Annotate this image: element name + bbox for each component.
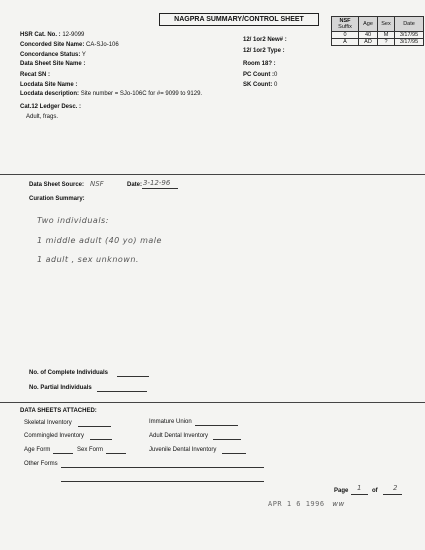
table-cell: 0 xyxy=(332,32,359,39)
data-sheet-source-label: Data Sheet Source: xyxy=(29,182,85,188)
stamp-date: APR 1 6 1996 xyxy=(268,500,325,508)
concordance-status-label: Concordance Status: xyxy=(20,52,81,58)
other-forms-line xyxy=(61,467,264,468)
new-12-label: 12/ 1or2 New# : xyxy=(243,37,287,43)
hsr-cat-value: 12-9099 xyxy=(62,32,85,38)
locdata-site-label: Locdata Site Name : xyxy=(20,82,78,88)
sk-count-label: SK Count: xyxy=(243,82,273,88)
hsr-cat-label: HSR Cat. No. : xyxy=(20,32,61,38)
cat12-ledger-label: Cat.12 Ledger Desc. : xyxy=(20,104,82,110)
adult-dental-label: Adult Dental Inventory xyxy=(149,433,209,439)
divider xyxy=(0,174,425,175)
received-stamp xyxy=(268,500,345,508)
nsf-table xyxy=(331,16,424,46)
date-header: Date xyxy=(395,17,424,32)
immature-union-label: Immature Union xyxy=(149,419,192,425)
divider xyxy=(0,402,425,403)
page-total-line xyxy=(383,494,402,495)
table-cell: AD xyxy=(359,39,378,46)
skeletal-inventory-label: Skeletal Inventory xyxy=(24,420,72,426)
nsf-header: NSF Suffix xyxy=(332,17,359,32)
juvenile-dental-line xyxy=(222,453,246,454)
commingled-inventory-line xyxy=(90,439,112,440)
page-current: 1 xyxy=(357,484,362,492)
date-label: Date: xyxy=(127,182,143,188)
age-form-label: Age Form xyxy=(24,447,51,453)
concorded-site-value: CA-SJo-106 xyxy=(86,42,119,48)
data-sheet-site-label: Data Sheet Site Name : xyxy=(20,61,86,67)
concorded-site-label: Concorded Site Name: xyxy=(20,42,85,48)
table-cell: A xyxy=(332,39,359,46)
sk-count-row xyxy=(243,82,277,88)
pc-count-value: 0 xyxy=(274,72,278,78)
curation-summary-label: Curation Summary: xyxy=(29,196,85,202)
table-row xyxy=(332,39,424,46)
juvenile-dental-label: Juvenile Dental Inventory xyxy=(149,447,217,453)
complete-individuals-line xyxy=(117,376,149,377)
pc-count-label: PC Count : xyxy=(243,72,274,78)
immature-union-line xyxy=(195,425,238,426)
type-12-label: 12/ 1or2 Type : xyxy=(243,48,285,54)
hsr-cat-row xyxy=(20,32,84,38)
partial-individuals-label: No. Partial Individuals xyxy=(29,385,92,391)
page-of-label: of xyxy=(372,488,378,494)
concorded-site-row xyxy=(20,42,119,48)
complete-individuals-label: No. of Complete Individuals xyxy=(29,370,109,376)
partial-individuals-line xyxy=(97,391,147,392)
sk-count-value: 0 xyxy=(274,82,278,88)
other-forms-label: Other Forms xyxy=(24,461,58,467)
table-cell: ? xyxy=(378,39,395,46)
date-underline xyxy=(142,188,178,189)
sex-header: Sex xyxy=(378,17,395,32)
room18-label: Room 18? : xyxy=(243,61,276,67)
attached-label: DATA SHEETS ATTACHED: xyxy=(20,408,97,414)
other-forms-line-2 xyxy=(61,481,264,482)
data-sheet-source-value: NSF xyxy=(90,180,104,188)
table-row xyxy=(332,32,424,39)
adult-dental-line xyxy=(213,439,241,440)
table-cell: 40 xyxy=(359,32,378,39)
date-value: 3-12-96 xyxy=(143,179,171,187)
stamp-initials: ww xyxy=(332,500,345,508)
curation-line: 1 middle adult (40 yo) male xyxy=(37,236,162,245)
sex-form-label: Sex Form xyxy=(77,447,104,453)
curation-line: Two individuals: xyxy=(37,216,109,225)
locdata-desc-value: Site number = SJo-106C for #= 9099 to 9129. xyxy=(80,91,203,97)
page-current-line xyxy=(351,494,368,495)
locdata-desc-row xyxy=(20,91,202,97)
concordance-status-row xyxy=(20,52,86,58)
sex-form-line xyxy=(106,453,126,454)
age-header: Age xyxy=(359,17,378,32)
curation-line: 1 adult , sex unknown. xyxy=(37,255,139,264)
page-title: NAGPRA SUMMARY/CONTROL SHEET xyxy=(159,13,319,26)
table-cell: M xyxy=(378,32,395,39)
page-label: Page xyxy=(334,488,349,494)
table-cell: 3/17/95 xyxy=(395,32,424,39)
cat12-ledger-value: Adult, frags. xyxy=(26,114,59,120)
skeletal-inventory-line xyxy=(78,426,111,427)
locdata-desc-label: Locdata description: xyxy=(20,91,80,97)
page-total: 2 xyxy=(393,484,398,492)
concordance-status-value: Y xyxy=(81,52,86,58)
age-form-line xyxy=(53,453,73,454)
pc-count-row xyxy=(243,72,277,78)
recat-sn-label: Recat SN : xyxy=(20,72,51,78)
table-cell: 3/17/95 xyxy=(395,39,424,46)
commingled-inventory-label: Commingled Inventory xyxy=(24,433,85,439)
